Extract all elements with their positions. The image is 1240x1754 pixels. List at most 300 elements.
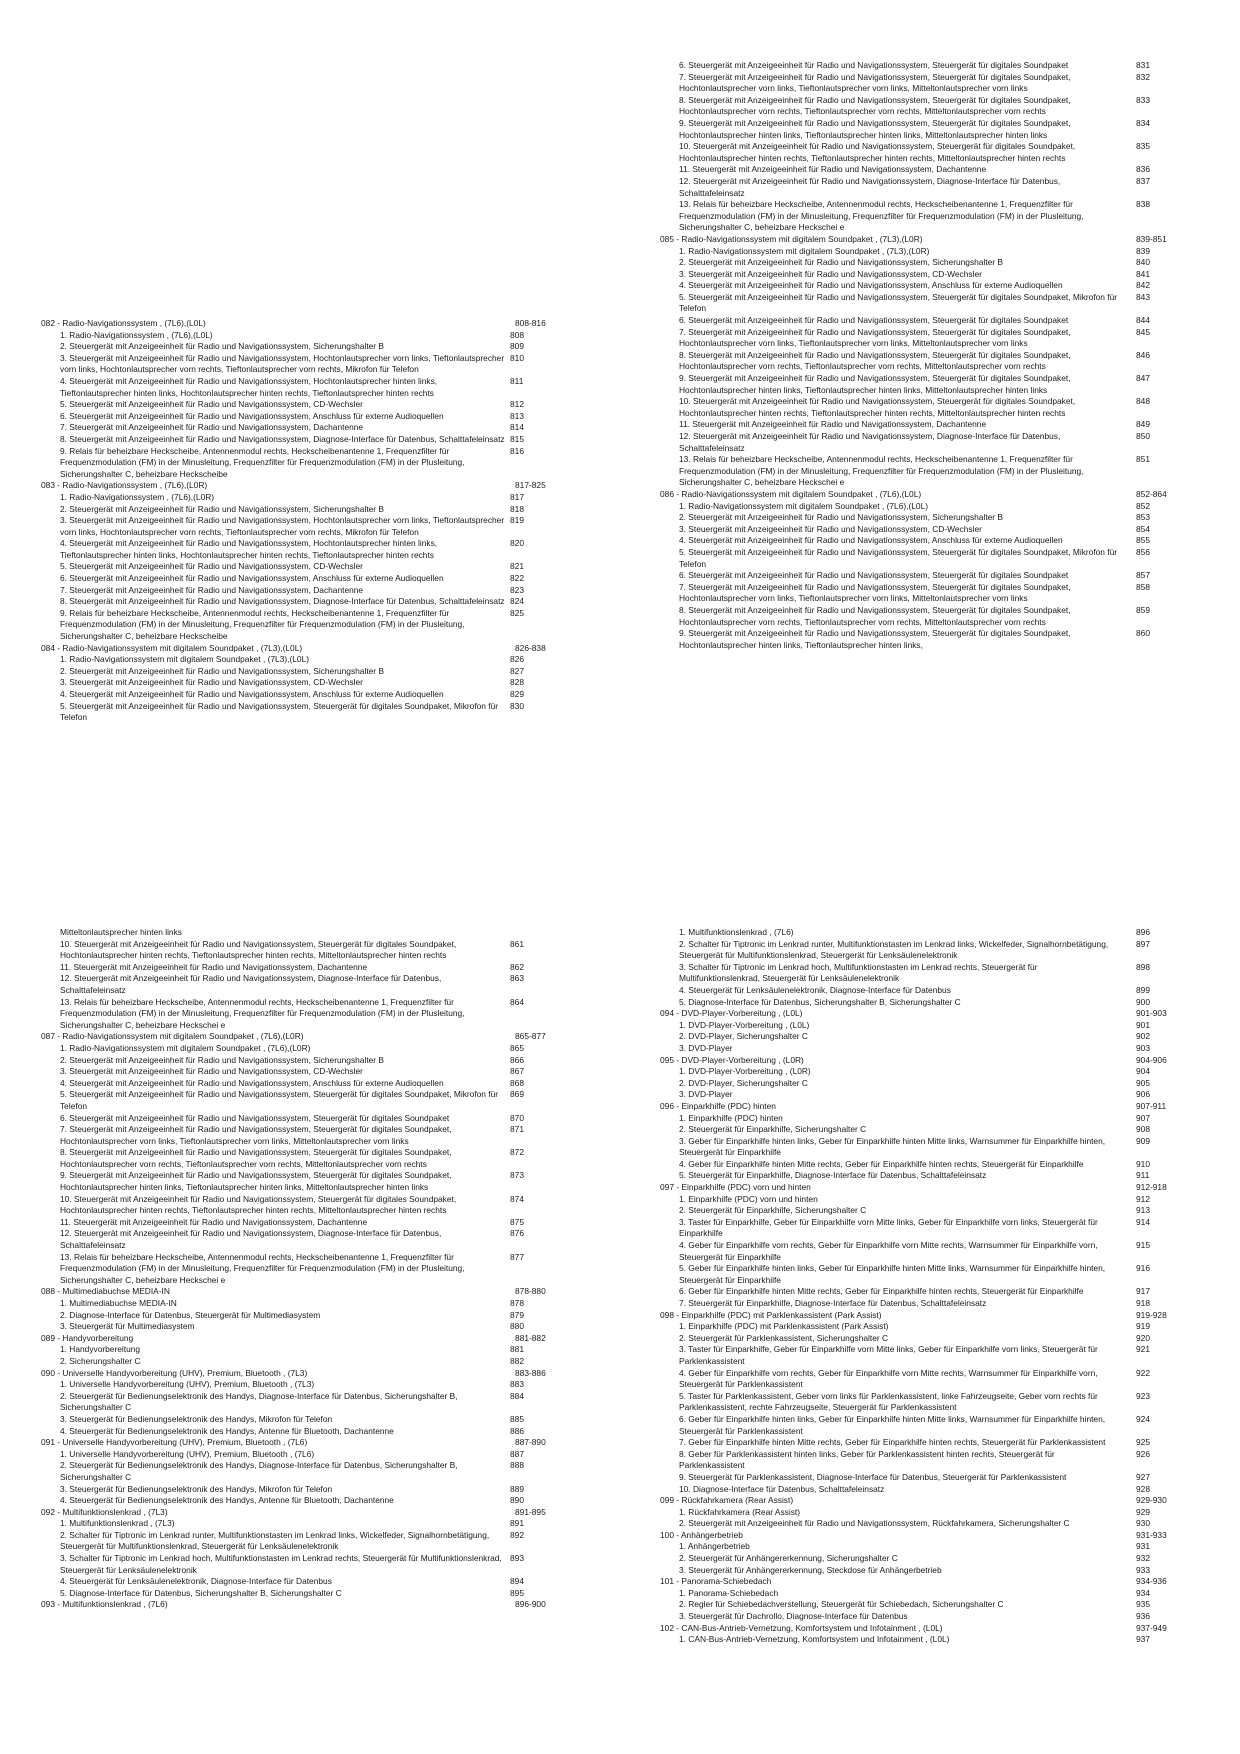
toc-entry-row — [41, 1460, 561, 1483]
entry-text: 6. Geber für Einparkhilfe hinten links, Geber für Einparkhilfe hinten Mitte links, Warnsummer für Einparkhilfe hinten, Steuergerät für Parklenkassistent — [679, 1413, 1106, 1436]
page-number: 931-933 — [1136, 1529, 1167, 1540]
toc-entry-row — [41, 504, 561, 516]
section-heading-row — [660, 1495, 1180, 1507]
page-number: 881 — [510, 1344, 524, 1355]
page-number: 837 — [1136, 175, 1150, 186]
entry-text: 4. Steuergerät mit Anzeigeeinheit für Radio und Navigationssystem, Anschluss für externe Audioquellen — [60, 1077, 444, 1088]
page-number: 820 — [510, 538, 524, 549]
page-number: 930 — [1136, 1518, 1150, 1529]
toc-entry-row — [41, 997, 561, 1032]
page-number: 926 — [1136, 1448, 1150, 1459]
entry-text: 5. Diagnose-Interface für Datenbus, Sicherungshalter B, Sicherungshalter C — [679, 996, 961, 1007]
section-title: 095 - DVD-Player-Vorbereitung , (L0R) — [660, 1054, 804, 1065]
toc-entry-row — [41, 666, 561, 678]
section-heading-row — [660, 234, 1180, 246]
entry-text: 11. Steuergerät mit Anzeigeeinheit für Radio und Navigationssystem, Dachantenne — [60, 961, 368, 972]
toc-entry-row — [660, 1194, 1180, 1206]
toc-entry-row — [41, 1518, 561, 1530]
page-number: 845 — [1136, 326, 1150, 337]
page-number: 835 — [1136, 141, 1150, 152]
toc-entry-row — [660, 327, 1180, 350]
page-number: 824 — [510, 596, 524, 607]
page-number: 922 — [1136, 1367, 1150, 1378]
entry-text: 9. Steuergerät mit Anzeigeeinheit für Radio und Navigationssystem, Steuergerät für digitales Soundpaket, Hochtonlautsprecher hinten links, Tieftonlautsprecher hinten links, Mitteltonlautsprecher hinten links — [679, 373, 1071, 395]
page-number: 853 — [1136, 512, 1150, 523]
page-number: 885 — [510, 1413, 524, 1424]
page-number: 865-877 — [515, 1031, 546, 1042]
entry-text: 3. Taster für Einparkhilfe, Geber für Einparkhilfe vorn Mitte links, Geber für Einparkhilfe vorn links, Steuergerät für Parklenkassistent — [679, 1344, 1098, 1366]
page-number: 895 — [510, 1587, 524, 1598]
entry-text: 1. Radio-Navigationssystem mit digitalem Soundpaket , (7L3),(L0L) — [60, 654, 310, 665]
toc-entry-row — [660, 72, 1180, 95]
toc-entry-row — [41, 1391, 561, 1414]
page-number: 896-900 — [515, 1599, 546, 1610]
page-number: 882 — [510, 1355, 524, 1366]
section-heading-row — [660, 1576, 1180, 1588]
toc-entry-row — [41, 538, 561, 561]
section-title: 098 - Einparkhilfe (PDC) mit Parklenkassistent (Park Assist) — [660, 1309, 882, 1320]
entry-text: 6. Geber für Einparkhilfe hinten Mitte rechts, Geber für Einparkhilfe hinten rechts, Steuergerät für Einparkhilfe — [679, 1286, 1084, 1297]
entry-text: 2. Sicherungshalter C — [60, 1355, 141, 1366]
section-heading-row — [41, 480, 561, 492]
page-number: 880 — [510, 1321, 524, 1332]
entry-text: 2. Schalter für Tiptronic im Lenkrad runter, Multifunktionstasten im Lenkrad links, Wickelfeder, Signalhornbetätigung, Steuergerät für Multifunktionslenkrad, Steuergerät für Lenksäulenelektronik — [679, 938, 1109, 961]
page-number: 855 — [1136, 535, 1150, 546]
entry-text: 5. Steuergerät mit Anzeigeeinheit für Radio und Navigationssystem, Steuergerät für digitales Soundpaket, Mikrofon für Telefon — [679, 291, 1118, 314]
entry-text: 9. Steuergerät mit Anzeigeeinheit für Radio und Navigationssystem, Steuergerät für digitales Soundpaket, Hochtonlautsprecher hinten links, Tieftonlautsprecher hinten links, — [679, 628, 1071, 650]
entry-text: 1. Panorama-Schiebedach — [679, 1587, 779, 1598]
page-number: 894 — [510, 1576, 524, 1587]
entry-text: 2. Steuergerät mit Anzeigeeinheit für Radio und Navigationssystem, Sicherungshalter B — [679, 257, 1004, 268]
entry-text: 3. Schalter für Tiptronic im Lenkrad hoch, Multifunktionstasten im Lenkrad rechts, Steuergerät für Multifunktionslenkrad, Steuergerät für Lenksäulenelektronik — [679, 961, 1038, 984]
entry-text: 6. Steuergerät mit Anzeigeeinheit für Radio und Navigationssystem, Steuergerät für digitales Soundpaket — [679, 570, 1069, 581]
page-number: 830 — [510, 700, 524, 711]
page-number: 876 — [510, 1228, 524, 1239]
toc-entry-row — [660, 1298, 1180, 1310]
section-heading-row — [41, 1437, 561, 1449]
entry-text: 3. Steuergerät mit Anzeigeeinheit für Radio und Navigationssystem, CD-Wechsler — [679, 523, 982, 534]
toc-entry-row — [660, 501, 1180, 513]
page-number: 934 — [1136, 1587, 1150, 1598]
entry-text: 12. Steuergerät mit Anzeigeeinheit für Radio und Navigationssystem, Diagnose-Interface für Datenbus, Schalttafeleinsatz — [60, 1228, 442, 1251]
toc-entry-row — [41, 1321, 561, 1333]
page-number: 910 — [1136, 1158, 1150, 1169]
page-number: 811 — [510, 375, 524, 386]
page-number: 877 — [510, 1251, 524, 1262]
page-number: 897 — [1136, 938, 1150, 949]
entry-text: 1. Radio-Navigationssystem mit digitalem Soundpaket , (7L6),(L0L) — [679, 500, 929, 511]
toc-entry-row — [660, 176, 1180, 199]
page-number: 891 — [510, 1518, 524, 1529]
page-number: 831 — [1136, 60, 1150, 70]
page-number: 875 — [510, 1216, 524, 1227]
page-number: 887 — [510, 1448, 524, 1459]
section-title: 085 - Radio-Navigationssystem mit digitalem Soundpaket , (7L3),(L0R) — [660, 233, 923, 244]
page-number: 901 — [1136, 1019, 1150, 1030]
section-heading-row — [660, 1008, 1180, 1020]
page-number: 907 — [1136, 1112, 1150, 1123]
page-number: 900 — [1136, 996, 1150, 1007]
page-number: 810 — [510, 352, 524, 363]
page-number: 836 — [1136, 164, 1150, 175]
page-number: 839 — [1136, 245, 1150, 256]
quadrant-bottom-left — [41, 927, 561, 1717]
section-title: 094 - DVD-Player-Vorbereitung , (L0L) — [660, 1008, 803, 1019]
entry-text: 10. Steuergerät mit Anzeigeeinheit für Radio und Navigationssystem, Steuergerät für digitales Soundpaket, Hochtonlautsprecher hinten rechts, Tieftonlautsprecher hinten rechts, Mitteltonlautsprecher hinten rechts — [60, 938, 457, 961]
section-heading-row — [660, 1101, 1180, 1113]
page-number: 908 — [1136, 1124, 1150, 1135]
quadrant-bottom-right — [660, 927, 1180, 1717]
entry-text: 9. Steuergerät für Parklenkassistent, Diagnose-Interface für Datenbus, Steuergerät für Parklenkassistent — [679, 1471, 1067, 1482]
toc-entry-row — [660, 1518, 1180, 1530]
section-title: 100 - Anhängerbetrieb — [660, 1529, 743, 1540]
page-number: 856 — [1136, 546, 1150, 557]
toc-entry-row — [660, 1333, 1180, 1345]
toc-entry-row — [660, 1599, 1180, 1611]
entry-text: Mitteltonlautsprecher hinten links — [60, 927, 182, 937]
toc-entry-row — [660, 95, 1180, 118]
page-number: 873 — [510, 1170, 524, 1181]
page-number: 863 — [510, 973, 524, 984]
toc-entry-row — [660, 1611, 1180, 1623]
entry-text: 3. Steuergerät für Anhängererkennung, Steckdose für Anhängerbetrieb — [679, 1564, 942, 1575]
page-number: 912 — [1136, 1193, 1150, 1204]
section-title: 090 - Universelle Handyvorbereitung (UHV), Premium, Bluetooth , (7L3) — [41, 1367, 308, 1378]
entry-text: 4. Geber für Einparkhilfe vorn rechts, Geber für Einparkhilfe vorn Mitte rechts, Warnsummer für Einparkhilfe vorn, Steuergerät für Parklenkassistent — [679, 1367, 1098, 1390]
toc-entry-row — [41, 573, 561, 585]
section-title: 092 - Multifunktionslenkrad , (7L3) — [41, 1506, 168, 1517]
page-number: 878-880 — [515, 1286, 546, 1297]
section-heading-row — [41, 1368, 561, 1380]
toc-entry-row — [41, 1356, 561, 1368]
toc-entry-row — [41, 353, 561, 376]
section-heading-row — [660, 489, 1180, 501]
page-number: 917 — [1136, 1286, 1150, 1297]
entry-text: 3. Steuergerät mit Anzeigeeinheit für Radio und Navigationssystem, CD-Wechsler — [60, 677, 363, 688]
toc-entry-row — [660, 605, 1180, 628]
toc-entry-row — [660, 1507, 1180, 1519]
page-number: 933 — [1136, 1564, 1150, 1575]
section-title: 086 - Radio-Navigationssystem mit digitalem Soundpaket , (7L6),(L0L) — [660, 488, 922, 499]
page-number: 878 — [510, 1298, 524, 1308]
entry-text: 2. Steuergerät für Einparkhilfe, Sicherungshalter C — [679, 1124, 867, 1135]
page-number: 817-825 — [515, 480, 546, 491]
page-number: 833 — [1136, 94, 1150, 105]
entry-text: 2. Steuergerät mit Anzeigeeinheit für Radio und Navigationssystem, Sicherungshalter B — [60, 1054, 385, 1065]
section-title: 084 - Radio-Navigationssystem mit digitalem Soundpaket , (7L3),(L0L) — [41, 642, 303, 653]
entry-text: 3. Steuergerät mit Anzeigeeinheit für Radio und Navigationssystem, Hochtonlautsprecher vorn links, Tieftonlautsprecher vorn links, Hochtonlautsprecher vorn rechts, Tieftonlautsprecher vorn rechts, Mikrofon für Telefon — [60, 515, 505, 537]
entry-text: 2. Steuergerät mit Anzeigeeinheit für Radio und Navigationssystem, Sicherungshalter B — [60, 341, 385, 352]
entry-text: 4. Steuergerät für Lenksäulenelektronik, Diagnose-Interface für Datenbus — [60, 1576, 332, 1587]
entry-text: 3. Taster für Einparkhilfe, Geber für Einparkhilfe vorn Mitte links, Geber für Einparkhilfe vorn links, Steuergerät für Einparkhilfe — [679, 1216, 1098, 1239]
entry-text: 1. Multimediabuchse MEDIA-IN — [60, 1298, 177, 1308]
page-number: 819 — [510, 515, 524, 526]
entry-text: 2. Steuergerät für Bedienungselektronik des Handys, Diagnose-Interface für Datenbus, Sicherungshalter B, Sicherungshalter C — [60, 1460, 458, 1482]
toc-entry-row — [660, 246, 1180, 258]
toc-entry-row — [41, 701, 561, 724]
entry-text: 11. Steuergerät mit Anzeigeeinheit für Radio und Navigationssystem, Dachantenne — [679, 164, 987, 175]
entry-list — [660, 927, 1180, 1646]
entry-text: 13. Relais für beheizbare Heckscheibe, Antennenmodul rechts, Heckscheibenantenne 1, Frequenzfilter für Frequenzmodulation (FM) in der Minusleitung, Frequenzfilter für Frequenzmodulation (FM) in der Plusleitung, Sicherungshalter C, beheizbare Heckschei e — [679, 454, 1084, 488]
toc-entry-row — [660, 582, 1180, 605]
page-number: 903 — [1136, 1042, 1150, 1053]
toc-entry-row — [41, 939, 561, 962]
page-number: 868 — [510, 1077, 524, 1088]
toc-entry-row — [41, 1055, 561, 1067]
toc-entry-row — [660, 60, 1180, 72]
toc-entry-row — [41, 654, 561, 666]
toc-entry-row — [41, 411, 561, 423]
toc-entry-row — [41, 561, 561, 573]
toc-entry-row — [41, 608, 561, 643]
toc-entry-row — [41, 927, 561, 939]
page-number: 821 — [510, 561, 524, 572]
entry-text: 5. Steuergerät mit Anzeigeeinheit für Radio und Navigationssystem, CD-Wechsler — [60, 561, 363, 572]
page-number: 907-911 — [1136, 1100, 1167, 1111]
section-title: 088 - Multimediabuchse MEDIA-IN — [41, 1286, 170, 1297]
toc-entry-row — [660, 257, 1180, 269]
toc-entry-row — [41, 1495, 561, 1507]
toc-entry-row — [660, 962, 1180, 985]
entry-text: 3. Schalter für Tiptronic im Lenkrad hoch, Multifunktionstasten im Lenkrad rechts, Steuergerät für Multifunktionslenkrad, Steuergerät für Lenksäulenelektronik — [60, 1553, 502, 1575]
toc-entry-row — [660, 199, 1180, 234]
toc-entry-row — [41, 973, 561, 996]
entry-text: 9. Steuergerät mit Anzeigeeinheit für Radio und Navigationssystem, Steuergerät für digitales Soundpaket, Hochtonlautsprecher hinten links, Tieftonlautsprecher hinten links, Mitteltonlautsprecher hinten links — [60, 1170, 452, 1193]
section-title: 093 - Multifunktionslenkrad , (7L6) — [41, 1599, 168, 1610]
entry-text: 1. Radio-Navigationssystem mit digitalem Soundpaket , (7L3),(L0R) — [679, 245, 930, 256]
entry-text: 3. Steuergerät mit Anzeigeeinheit für Radio und Navigationssystem, CD-Wechsler — [679, 268, 982, 279]
toc-entry-row — [660, 269, 1180, 281]
entry-text: 5. Steuergerät für Einparkhilfe, Diagnose-Interface für Datenbus, Schalttafeleinsatz — [679, 1170, 987, 1181]
page-number: 914 — [1136, 1216, 1150, 1227]
page-number: 924 — [1136, 1413, 1150, 1424]
page-number: 902 — [1136, 1031, 1150, 1042]
entry-text: 1. DVD-Player-Vorbereitung , (L0R) — [679, 1066, 811, 1077]
page-number: 851 — [1136, 454, 1150, 465]
entry-text: 3. DVD-Player — [679, 1042, 733, 1053]
page-number: 808 — [510, 329, 524, 340]
page-number: 857 — [1136, 570, 1150, 581]
page-number: 932 — [1136, 1553, 1150, 1564]
toc-entry-row — [41, 1113, 561, 1125]
toc-entry-row — [660, 997, 1180, 1009]
entry-text: 3. Steuergerät für Multimediasystem — [60, 1321, 195, 1332]
page-number: 918 — [1136, 1298, 1150, 1308]
toc-entry-row — [660, 1031, 1180, 1043]
page-number: 860 — [1136, 628, 1150, 639]
toc-entry-row — [660, 373, 1180, 396]
page-number: 847 — [1136, 373, 1150, 384]
entry-text: 6. Steuergerät mit Anzeigeeinheit für Radio und Navigationssystem, Anschluss für externe Audioquellen — [60, 410, 444, 421]
entry-text: 8. Steuergerät mit Anzeigeeinheit für Radio und Navigationssystem, Steuergerät für digitales Soundpaket, Hochtonlautsprecher vorn rechts, Tieftonlautsprecher vorn rechts, Mitteltonlautsprecher vorn rechts — [60, 1147, 452, 1169]
toc-entry-row — [41, 1379, 561, 1391]
toc-entry-row — [660, 1263, 1180, 1286]
page-number: 834 — [1136, 117, 1150, 128]
page-number: 915 — [1136, 1240, 1150, 1251]
toc-entry-row — [660, 1089, 1180, 1101]
section-heading-row — [41, 1599, 561, 1611]
entry-text: 8. Steuergerät mit Anzeigeeinheit für Radio und Navigationssystem, Diagnose-Interface für Datenbus, Schalttafeleinsatz — [60, 596, 505, 607]
page-number: 937 — [1136, 1634, 1150, 1645]
quadrant-top-right — [660, 60, 1180, 850]
entry-text: 8. Geber für Parklenkassistent hinten links, Geber für Parklenkassistent hinten rechts, Steuergerät für Parklenkassistent — [679, 1448, 1055, 1471]
entry-text: 4. Steuergerät für Lenksäulenelektronik, Diagnose-Interface für Datenbus — [679, 984, 951, 995]
toc-entry-row — [41, 677, 561, 689]
page-number: 883 — [510, 1379, 524, 1390]
toc-entry-row — [660, 1414, 1180, 1437]
entry-text: 2. Steuergerät mit Anzeigeeinheit für Radio und Navigationssystem, Rückfahrkamera, Sicherungshalter C — [679, 1518, 1070, 1529]
toc-entry-row — [41, 376, 561, 399]
entry-text: 6. Steuergerät mit Anzeigeeinheit für Radio und Navigationssystem, Anschluss für externe Audioquellen — [60, 573, 444, 584]
entry-text: 1. Radio-Navigationssystem mit digitalem Soundpaket , (7L6),(L0R) — [60, 1042, 311, 1053]
section-heading-row — [660, 1623, 1180, 1635]
toc-entry-row — [41, 341, 561, 353]
entry-text: 1. Einparkhilfe (PDC) hinten — [679, 1112, 783, 1123]
page-number: 919 — [1136, 1321, 1150, 1332]
entry-text: 9. Relais für beheizbare Heckscheibe, Antennenmodul rechts, Heckscheibenantenne 1, Frequenzfilter für Frequenzmodulation (FM) in der Minusleitung, Frequenzfilter für Frequenzmodulation (FM) in der Plusleitung, Sicherungshalter C, beheizbare Heckscheibe — [60, 607, 465, 642]
toc-entry-row — [660, 141, 1180, 164]
entry-text: 1. Handyvorbereitung — [60, 1344, 141, 1355]
entry-text: 2. Steuergerät mit Anzeigeeinheit für Radio und Navigationssystem, Sicherungshalter B — [60, 503, 385, 514]
page-number: 904-906 — [1136, 1054, 1167, 1065]
toc-entry-row — [660, 164, 1180, 176]
page-number: 899 — [1136, 984, 1150, 995]
page-number: 859 — [1136, 604, 1150, 615]
page-number: 861 — [510, 938, 524, 949]
page-number: 815 — [510, 433, 524, 444]
toc-entry-row — [660, 1565, 1180, 1577]
entry-text: 1. Einparkhilfe (PDC) vorn und hinten — [679, 1193, 818, 1204]
toc-entry-row — [660, 454, 1180, 489]
toc-entry-row — [660, 396, 1180, 419]
toc-entry-row — [660, 1541, 1180, 1553]
toc-entry-row — [660, 1344, 1180, 1367]
toc-entry-row — [41, 596, 561, 608]
page-number: 823 — [510, 584, 524, 595]
entry-text: 5. Diagnose-Interface für Datenbus, Sicherungshalter B, Sicherungshalter C — [60, 1587, 342, 1598]
page-number: 850 — [1136, 431, 1150, 441]
toc-entry-row — [41, 962, 561, 974]
entry-text: 5. Steuergerät mit Anzeigeeinheit für Radio und Navigationssystem, Steuergerät für digitales Soundpaket, Mikrofon für Telefon — [679, 546, 1118, 569]
toc-entry-row — [660, 1136, 1180, 1159]
toc-entry-row — [660, 419, 1180, 431]
section-heading-row — [41, 318, 561, 330]
entry-text: 5. Steuergerät mit Anzeigeeinheit für Radio und Navigationssystem, CD-Wechsler — [60, 399, 363, 410]
entry-text: 3. Steuergerät für Bedienungselektronik des Handys, Mikrofon für Telefon — [60, 1413, 333, 1424]
page-number: 904 — [1136, 1066, 1150, 1077]
page-number: 822 — [510, 573, 524, 584]
toc-entry-row — [41, 1449, 561, 1461]
entry-text: 4. Steuergerät mit Anzeigeeinheit für Radio und Navigationssystem, Anschluss für externe Audioquellen — [60, 689, 444, 699]
entry-text: 2. Steuergerät mit Anzeigeeinheit für Radio und Navigationssystem, Sicherungshalter B — [60, 665, 385, 676]
page-number: 898 — [1136, 961, 1150, 972]
toc-entry-row — [41, 515, 561, 538]
page-number: 849 — [1136, 419, 1150, 430]
entry-text: 7. Steuergerät mit Anzeigeeinheit für Radio und Navigationssystem, Steuergerät für digitales Soundpaket, Hochtonlautsprecher vorn links, Tieftonlautsprecher vorn links, Mitteltonlautsprecher vorn links — [679, 326, 1071, 349]
page-number: 935 — [1136, 1599, 1150, 1610]
entry-text: 13. Relais für beheizbare Heckscheibe, Antennenmodul rechts, Heckscheibenantenne 1, Frequenzfilter für Frequenzmodulation (FM) in der Minusleitung, Frequenzfilter für Frequenzmodulation (FM) in der Plusleitung, Sicherungshalter C, beheizbare Heckschei e — [679, 199, 1084, 233]
toc-entry-row — [41, 1089, 561, 1112]
entry-text: 2. Regler für Schiebedachverstellung, Steuergerät für Schiebedach, Sicherungshalter C — [679, 1599, 1004, 1610]
toc-entry-row — [660, 1170, 1180, 1182]
toc-entry-row — [41, 1228, 561, 1251]
toc-entry-row — [660, 628, 1180, 651]
entry-text: 7. Geber für Einparkhilfe hinten Mitte rechts, Geber für Einparkhilfe hinten rechts, Steuergerät für Parklenkassistent — [679, 1437, 1106, 1448]
page-number: 871 — [510, 1124, 524, 1135]
toc-entry-row — [41, 1344, 561, 1356]
quadrant-top-left — [41, 60, 561, 820]
page-number: 846 — [1136, 349, 1150, 360]
page-number: 923 — [1136, 1390, 1150, 1401]
page-number: 832 — [1136, 71, 1150, 82]
entry-text: 4. Steuergerät für Bedienungselektronik des Handys, Antenne für Bluetooth, Dachantenne — [60, 1425, 394, 1436]
toc-entry-row — [660, 1043, 1180, 1055]
toc-entry-row — [660, 1391, 1180, 1414]
entry-text: 5. Steuergerät mit Anzeigeeinheit für Radio und Navigationssystem, Steuergerät für digitales Soundpaket, Mikrofon für Telefon — [60, 700, 499, 723]
page-number: 840 — [1136, 257, 1150, 268]
entry-text: 10. Steuergerät mit Anzeigeeinheit für Radio und Navigationssystem, Steuergerät für digitales Soundpaket, Hochtonlautsprecher hinten rechts, Tieftonlautsprecher hinten rechts, Mitteltonlautsprecher hinten rechts — [679, 396, 1076, 418]
section-heading-row — [41, 1333, 561, 1345]
toc-entry-row — [660, 927, 1180, 939]
entry-text: 4. Geber für Einparkhilfe vorn rechts, Geber für Einparkhilfe vorn Mitte rechts, Warnsummer für Einparkhilfe vorn, Steuergerät für Einparkhilfe — [679, 1240, 1098, 1262]
section-heading-row — [660, 1310, 1180, 1322]
page-number: 827 — [510, 665, 524, 676]
entry-text: 1. Anhängerbetrieb — [679, 1541, 750, 1552]
toc-entry-row — [660, 535, 1180, 547]
page-number: 888 — [510, 1460, 524, 1471]
page-number: 874 — [510, 1193, 524, 1204]
toc-entry-row — [660, 1472, 1180, 1484]
toc-entry-row — [41, 1078, 561, 1090]
toc-entry-row — [41, 399, 561, 411]
entry-text: 2. DVD-Player, Sicherungshalter C — [679, 1031, 808, 1042]
page-number: 937-949 — [1136, 1622, 1167, 1633]
toc-entry-row — [41, 434, 561, 446]
entry-text: 2. Schalter für Tiptronic im Lenkrad runter, Multifunktionstasten im Lenkrad links, Wickelfeder, Signalhornbetätigung, Steuergerät für Multifunktionslenkrad, Steuergerät für Lenksäulenelektronik — [60, 1529, 490, 1552]
toc-entry-row — [41, 1252, 561, 1287]
entry-text: 2. DVD-Player, Sicherungshalter C — [679, 1077, 808, 1088]
section-title: 101 - Panorama-Schiebedach — [660, 1576, 772, 1587]
entry-text: 6. Steuergerät mit Anzeigeeinheit für Radio und Navigationssystem, Steuergerät für digitales Soundpaket — [679, 60, 1069, 70]
page-number: 852 — [1136, 500, 1150, 511]
page-number: 884 — [510, 1390, 524, 1401]
section-heading-row — [41, 643, 561, 655]
entry-text: 4. Steuergerät mit Anzeigeeinheit für Radio und Navigationssystem, Hochtonlautsprecher hinten links, Tieftonlautsprecher hinten links, Hochtonlautsprecher hinten rechts, Tieftonlautsprecher hinten rechts — [60, 538, 438, 560]
page-number: 812 — [510, 399, 524, 410]
toc-entry-row — [660, 1078, 1180, 1090]
toc-entry-row — [660, 280, 1180, 292]
entry-list — [41, 318, 561, 724]
page-number: 916 — [1136, 1263, 1150, 1274]
page-number: 813 — [510, 410, 524, 421]
page-number: 826-838 — [515, 642, 546, 653]
toc-entry-row — [41, 330, 561, 342]
page-number: 869 — [510, 1089, 524, 1100]
entry-text: 1. Radio-Navigationssystem , (7L6),(L0R) — [60, 491, 215, 502]
page-number: 890 — [510, 1495, 524, 1506]
toc-entry-row — [660, 1217, 1180, 1240]
toc-entry-row — [660, 1113, 1180, 1125]
page-number: 892 — [510, 1529, 524, 1540]
page-number: 929 — [1136, 1506, 1150, 1517]
section-heading-row — [41, 1507, 561, 1519]
toc-entry-row — [41, 1530, 561, 1553]
toc-entry-row — [660, 1240, 1180, 1263]
entry-list — [41, 927, 561, 1611]
entry-text: 1. Einparkhilfe (PDC) mit Parklenkassistent (Park Assist) — [679, 1321, 889, 1332]
entry-text: 13. Relais für beheizbare Heckscheibe, Antennenmodul rechts, Heckscheibenantenne 1, Frequenzfilter für Frequenzmodulation (FM) in der Minusleitung, Frequenzfilter für Frequenzmodulation (FM) in der Plusleitung, Sicherungshalter C, beheizbare Heckschei e — [60, 996, 465, 1030]
toc-entry-row — [660, 547, 1180, 570]
